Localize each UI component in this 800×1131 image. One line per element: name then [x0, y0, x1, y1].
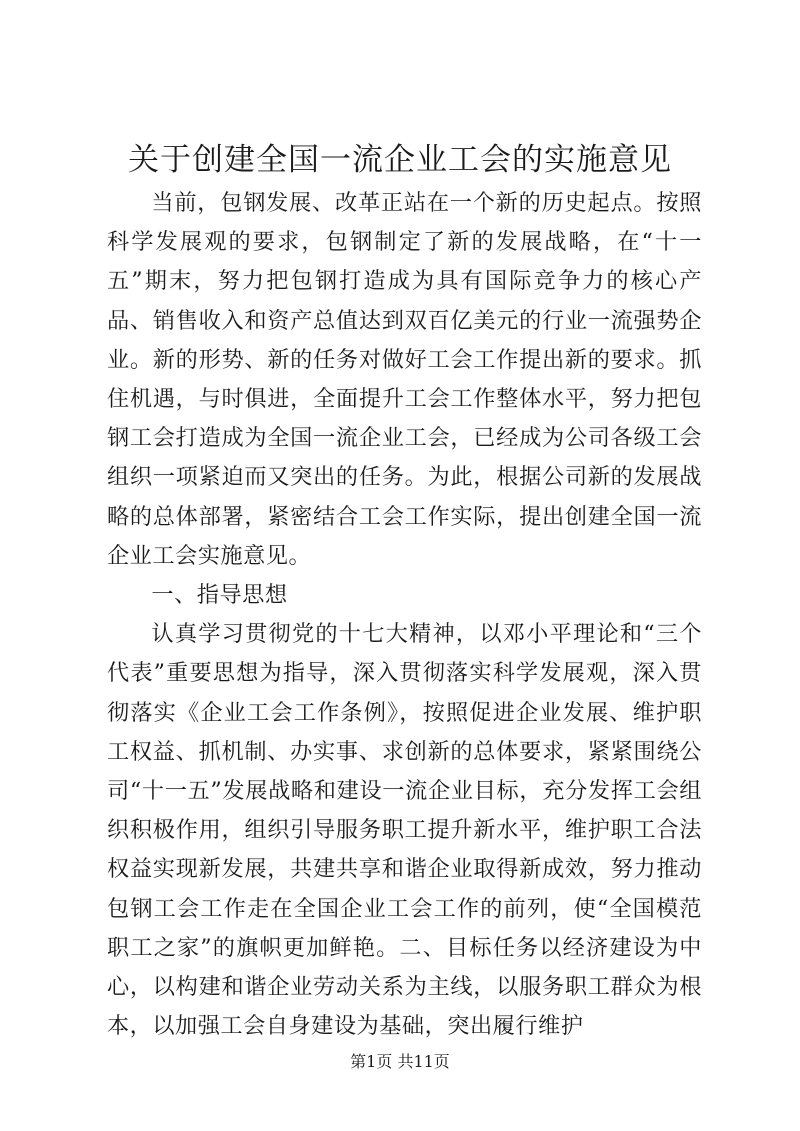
guiding-ideology-paragraph: 认真学习贯彻党的十七大精神，以邓小平理论和“三个代表”重要思想为指导，深入贯彻落实科学发展观，深入贯彻落实《企业工会工作条例》，按照促进企业发展、维护职工权益、抓机制、办实事、求创新的总体要求，紧紧围绕公司“十一五”发展战略和建设一流企业目标，充分发挥工会组织积极作用，组织引导服务职工提升新水平，维护职工合法权益实现新发展，共建共享和谐企业取得新成效，努力推动包钢工会工作走在全国企业工会工作的前列，使“全国模范职工之家”的旗帜更加鲜艳。二、目标任务以经济建设为中心，以构建和谐企业劳动关系为主线，以服务职工群众为根本，以加强工会自身建设为基础，突出履行维护 — [107, 621, 702, 1040]
document-title: 关于创建全国一流企业工会的实施意见 — [128, 142, 672, 178]
intro-paragraph: 当前，包钢发展、改革正站在一个新的历史起点。按照科学发展观的要求，包钢制定了新的发展战略，在“十一五”期末，努力把包钢打造成为具有国际竞争力的核心产品、销售收入和资产总值达到双百亿美元的行业一流强势企业。新的形势、新的任务对做好工会工作提出新的要求。抓住机遇，与时俱进，全面提升工会工作整体水平，努力把包钢工会打造成为全国一流企业工会，已经成为公司各级工会组织一项紧迫而又突出的任务。为此，根据公司新的发展战略的总体部署，紧密结合工会工作实际，提出创建全国一流企业工会实施意见。 — [107, 190, 702, 569]
page-number-footer: 第1页 共11页 — [350, 1052, 450, 1071]
section-heading-guiding-ideology: 一、指导思想 — [151, 582, 288, 609]
document-body — [107, 184, 702, 1046]
